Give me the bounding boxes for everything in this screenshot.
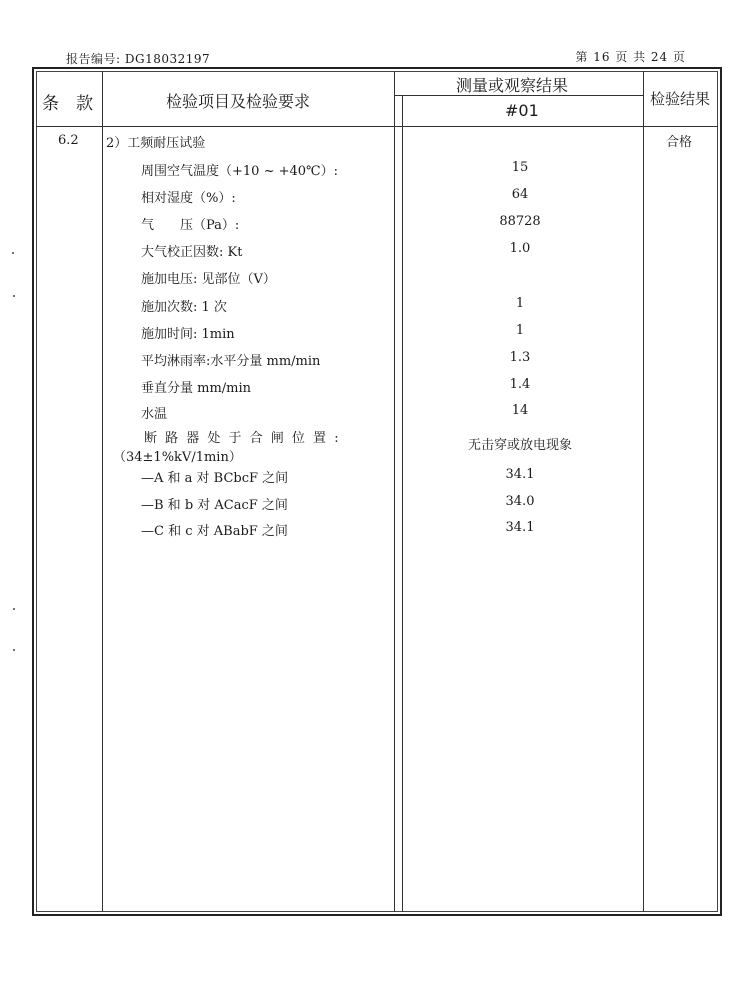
item-line: 气 压（Pa）: xyxy=(141,218,240,233)
item-line: 水温 xyxy=(141,407,168,422)
header-bottom-line xyxy=(36,126,718,127)
item-line: 周围空气温度（+10 ~ +40℃）: xyxy=(141,164,338,179)
measure-value: 1.3 xyxy=(509,350,531,365)
item-line: （34±1%kV/1min） xyxy=(113,450,242,465)
measure-value: 34.1 xyxy=(505,467,535,482)
measure-value: 64 xyxy=(511,187,529,202)
col-divider-2 xyxy=(394,71,395,912)
measure-value: 1 xyxy=(515,323,525,338)
scan-speck xyxy=(13,295,15,297)
page-total: 24 xyxy=(650,50,669,64)
page-suffix: 页 xyxy=(672,50,686,64)
page-prefix: 第 xyxy=(575,50,589,64)
item-line: 2）工频耐压试验 xyxy=(106,136,206,151)
measure-value: 1.0 xyxy=(509,241,531,256)
measure-value: 34.0 xyxy=(505,494,535,509)
measure-value: 14 xyxy=(511,403,529,418)
col-divider-1 xyxy=(102,71,103,912)
page-number xyxy=(573,48,688,65)
verdict: 合格 xyxy=(666,135,693,150)
col-divider-3 xyxy=(643,71,644,912)
item-line: 垂直分量 mm/min xyxy=(141,381,252,396)
measure-value: 1.4 xyxy=(509,377,531,392)
clause-number: 6.2 xyxy=(58,133,79,148)
header-measure: 测量或观察结果 xyxy=(456,76,569,95)
header-sample: #01 xyxy=(505,101,539,120)
report-number: 报告编号: DG18032197 xyxy=(66,52,211,66)
item-line: 断 路 器 处 于 合 闸 位 置 : xyxy=(144,431,341,446)
measure-value: 无击穿或放电现象 xyxy=(467,438,572,453)
item-line: 大气校正因数: Kt xyxy=(141,245,243,260)
measure-value: 1 xyxy=(515,296,525,311)
page-current: 16 xyxy=(593,50,611,64)
scan-speck xyxy=(13,649,15,651)
measure-value: 34.1 xyxy=(505,520,535,535)
item-line: 施加时间: 1min xyxy=(141,327,235,342)
header-item: 检验项目及检验要求 xyxy=(166,92,311,111)
scan-speck xyxy=(12,252,14,254)
item-line: —B 和 b 对 ACacF 之间 xyxy=(141,498,288,513)
item-line: 施加次数: 1 次 xyxy=(141,300,227,315)
item-line: 相对湿度（%）: xyxy=(141,191,236,206)
item-line: 施加电压: 见部位（V） xyxy=(141,272,276,287)
page-mid: 页 共 xyxy=(615,50,647,64)
measure-value: 88728 xyxy=(499,214,541,229)
header-result: 检验结果 xyxy=(650,90,711,108)
header-clause: 条 款 xyxy=(42,94,93,114)
item-line: —A 和 a 对 BCbcF 之间 xyxy=(141,471,289,486)
scan-speck xyxy=(13,608,15,610)
measure-value: 15 xyxy=(511,160,529,175)
item-line: —C 和 c 对 ABabF 之间 xyxy=(141,524,288,539)
item-line: 平均淋雨率:水平分量 mm/min xyxy=(141,354,321,369)
